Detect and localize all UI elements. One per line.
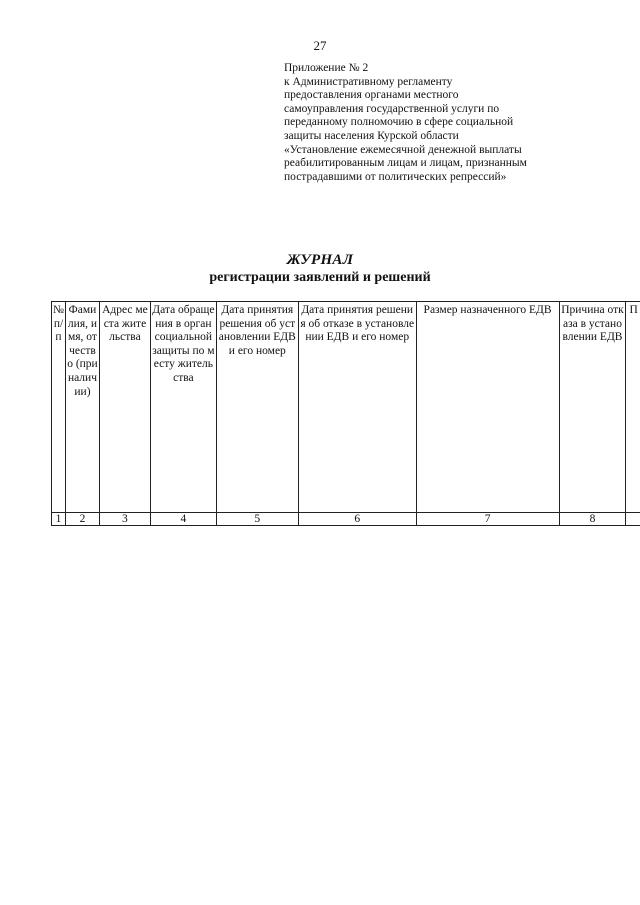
appendix-line: самоуправления государственной услуги по <box>284 102 500 115</box>
document-title: ЖУРНАЛ <box>286 252 354 268</box>
number-cell <box>626 513 640 526</box>
appendix-line: предоставления органами местного <box>284 89 459 102</box>
header-cell-address: Адрес места жительства <box>99 302 150 513</box>
number-cell: 1 <box>52 513 66 526</box>
number-cell: 8 <box>559 513 626 526</box>
number-cell: 2 <box>65 513 99 526</box>
header-cell-application-date: Дата обращения в орган социальной защиты по месту жительства <box>150 302 216 513</box>
header-cell-refusal-decision: Дата принятия решения об отказе в установлении ЕДВ и его номер <box>298 302 416 513</box>
page-number: 27 <box>313 38 327 53</box>
appendix-line: к Административному регламенту <box>284 75 453 88</box>
header-cell-cut-off: П <box>626 302 640 513</box>
appendix-line: защиты населения Курской области <box>284 129 459 142</box>
number-cell: 7 <box>416 513 559 526</box>
appendix-line: переданному полномочию в сфере социальной <box>284 116 514 129</box>
document-subtitle: регистрации заявлений и решений <box>209 270 431 285</box>
header-cell-number: № п/п <box>52 302 66 513</box>
number-cell: 6 <box>298 513 416 526</box>
table-number-row <box>52 513 640 526</box>
appendix-block <box>284 62 604 184</box>
header-cell-approval-decision: Дата принятия решения об установлении ЕДВ и его номер <box>216 302 298 513</box>
appendix-line: пострадавшими от политических репрессий» <box>284 170 507 183</box>
number-cell: 4 <box>150 513 216 526</box>
header-cell-full-name: Фамилия, имя, отчество (при наличии) <box>65 302 99 513</box>
header-cell-edv-amount: Размер назначенного ЕДВ <box>416 302 559 513</box>
appendix-line: реабилитированным лицам и лицам, признанным <box>284 157 527 170</box>
number-cell: 3 <box>99 513 150 526</box>
appendix-line: Приложение № 2 <box>284 62 369 74</box>
header-cell-refusal-reason: Причина отказа в установлении ЕДВ <box>559 302 626 513</box>
table-header-row <box>52 302 640 513</box>
number-cell: 5 <box>216 513 298 526</box>
journal-table <box>51 301 640 526</box>
appendix-line: «Установление ежемесячной денежной выплаты <box>284 143 522 156</box>
